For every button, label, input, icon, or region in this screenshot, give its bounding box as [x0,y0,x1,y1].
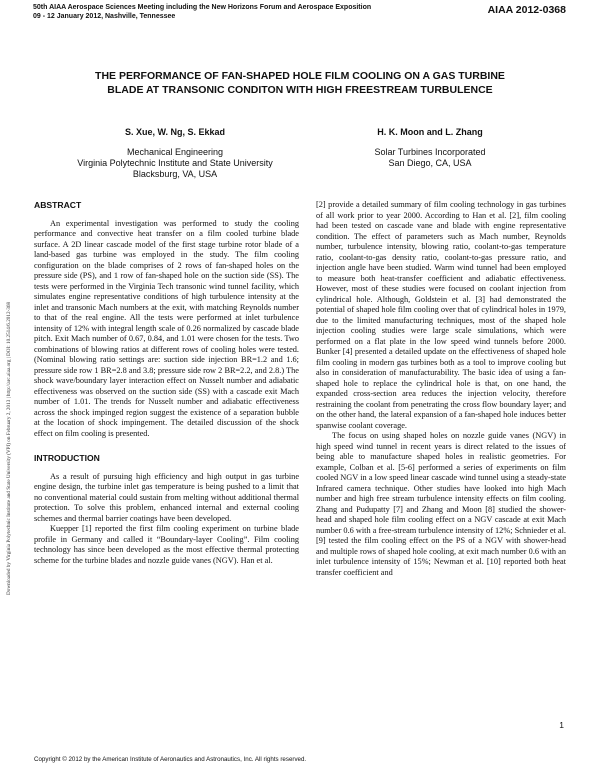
conference-header [33,4,453,21]
introduction-heading: INTRODUCTION [34,453,100,463]
right-paragraph-2: The focus on using shaped holes on nozzle guide vanes (NGV) in high speed wind tunnel in recent years is direct related to the issues of being able to manufacture shaped holes in realistic geometries. For example, Colban et al. [5-6] performed a series of experiments on film cooled NGV in a low speed linear cascade wind tunnel using a steady-state Infrared camera technique. Other studies have looked into high Mach number and high free stream turbulence intensity effects on film cooling. Zhang and Pudupatty [7] and Zhang and Moon [8] studied the shower-head and shaped hole film cooling effect on a NGV cascade at exit Mach number 0.6 with a free-stream turbulence intensity of 12%; Schnieder et al. [9] tested the film cooling effect on the PS of a NGV with shower-head and multiple rows of shaped hole cooling, at exit mach number 0.6 with an inlet turbulence intensity of 15%; Newman et al. [10] reported both heat transfer coefficient and [316,431,566,577]
abstract-heading: ABSTRACT [34,200,82,210]
author-block-left [60,127,290,180]
intro-paragraph-1: As a result of pursuing high efficiency and high output in gas turbine engine design, the turbine inlet gas temperature is being pushed to a limit that no conventional material could sustain from melting without additional thermal protection. To solve this problem, enhanced internal and external cooling schemes and thermal barrier coatings have been developed. [34,471,299,523]
author-block-right [320,127,540,169]
author-location-left: Blacksburg, VA, USA [132,169,218,179]
intro-paragraph-2: Kuepper [1] reported the first film cooling experiment on turbine blade profile in Germany and called it “Boundary-layer Cooling”. Film cooling technology has since been developed as the most effective thermal protecting scheme for the turbine blades and nozzle guide vanes (NGV). Han et al. [34,524,299,565]
page-number: 1 [559,720,564,730]
download-side-note-text: Downloaded by Virginia Polytechnic Institute and State University (VPI) on February 2, 2013 | http://arc.aiaa.org | DOI: 10.2514/6.2012-368 [6,301,12,595]
paper-id: AIAA 2012-0368 [487,4,566,16]
abstract-text: An experimental investigation was performed to study the cooling performance and convective heat transfer on a film cooled turbine blade surface. A 2D linear cascade model of the first stage turbine rotor blade of a land-based gas turbine was employed in the study. The film cooling configuration on the blade comprises of 2 rows of fan-shaped holes on the pressure side (PS), and 1 row of fan-shaped hole on the suction side (SS). The tests were performed in the Virginia Tech transonic wind tunnel facility, which simulates engine representative conditions of high turbulence intensity at the inlet and transonic Mach numbers at the exit, with matching Reynolds number to that of the real engine. All the tests were performed at inlet turbulence intensity of 12% with integral length scale of 0.26 normalized by cascade blade pitch. Exit Mach number of 0.67, 0.84, and 1.01 were chosen for the tests. Two combinations of blowing ratios at different rows of cooling holes were tested. (Nominal blowing ratio settings are: suction side injection BR=1.2 and 1.6; pressure side row 1 BR=2.8 and 3.8; pressure side row 2 BR=2.2, and 2.8.) The shock wave/boundary layer interaction effect on Nusselt number and adiabatic effectiveness was observed on the suction side (SS) with a cascade exit Mach number of 1.01. The trends for Nusselt number and adiabatic effectiveness across the shock impinged region suggest the existence of a separation bubble at the location of shock impingement. The detailed discussion of the shock effect on film cooling is presented. [34,218,299,438]
copyright-notice: Copyright © 2012 by the American Institute of Aeronautics and Astronautics, Inc. All rights reserved. [34,756,307,763]
author-names-right: H. K. Moon and L. Zhang [377,127,483,137]
left-column [34,200,299,566]
author-institution-left: Virginia Polytechnic Institute and State University [77,158,273,168]
title-line-1: THE PERFORMANCE OF FAN-SHAPED HOLE FILM COOLING ON A GAS TURBINE [95,70,505,82]
author-location-right: San Diego, CA, USA [388,158,472,168]
right-paragraph-1: [2] provide a detailed summary of film cooling technology in gas turbines of all work prior to year 2000. According to Han et al. [2], film cooling had been tested on cascade vane and blade with engine representative condition. The effect of parameters such as Mach number, Reynolds number, turbulence intensity, blowing ratio, coolant-to-gas temperature ratio, coolant-to-gas density ratio, coolant-to-gas pressure ratio, and injection angle have been studied. Warm wind tunnel had been employed to measure both heat-transfer coefficient and adiabatic effectiveness. However, most of these studies were focused on coolant injection from cylindrical hole. Although, Goldstein et al. [3] had demonstrated the potential of shaped hole film cooling over that of cylindrical holes in 1979, due to the limited manufacturing techniques, most of the shaped hole injection cooling studies were large scale simulations, which were performed on a flat plate in the low speed wind tunnels before 2000. Bunker [4] presented a detailed update on the effectiveness of shaped hole film cooling in modern gas turbines both as a tool to improve cooling but also in consideration of manufacturability. The basic idea of using a fan-shaped hole to replace the cylindrical hole is that, on one hand, the expanded cross-section area reduces the injection velocity, therefore restraining the coolant from penetrating the cross flow boundary layer; and on the other hand, the lateral expansion of a fan-shaped hole induces better spanwise coolant coverage. [316,200,566,430]
author-dept-left: Mechanical Engineering [126,147,224,157]
right-column [316,200,566,578]
conference-line-1: 50th AIAA Aerospace Sciences Meeting including the New Horizons Forum and Aerospace Exposition [33,4,372,11]
conference-line-2: 09 - 12 January 2012, Nashville, Tennessee [33,12,176,20]
title-line-2: BLADE AT TRANSONIC CONDITON WITH HIGH FREESTREAM TURBULENCE [107,83,493,96]
paper-title [40,70,560,97]
author-dept-right: Solar Turbines Incorporated [374,147,486,157]
download-side-note [6,195,16,595]
author-names-left: S. Xue, W. Ng, S. Ekkad [124,127,226,137]
